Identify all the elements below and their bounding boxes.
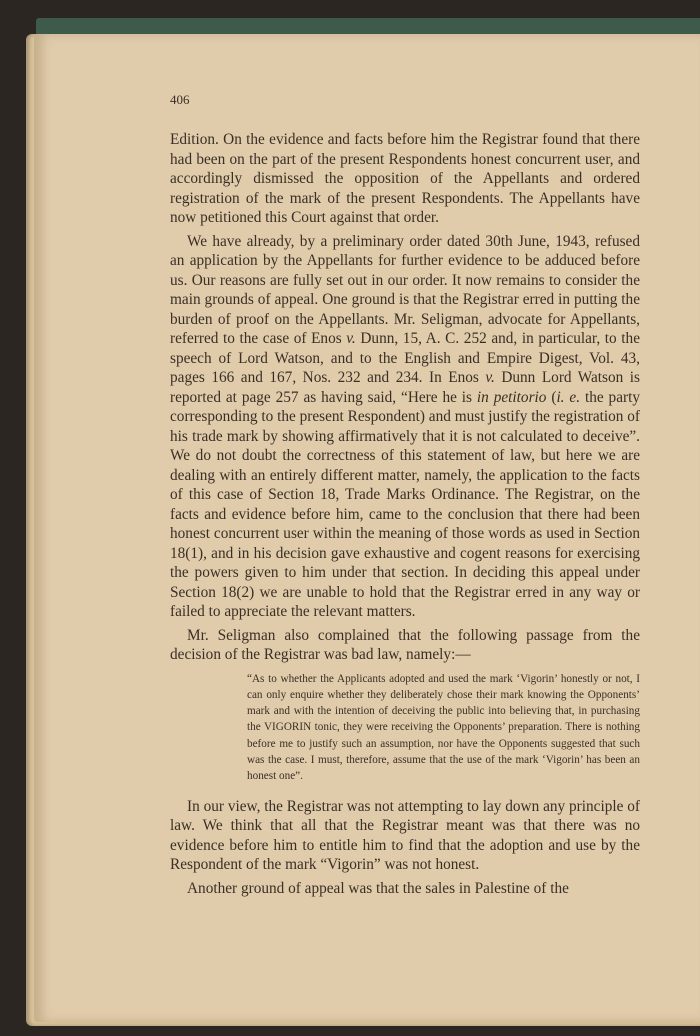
paragraph-1: Edition. On the evidence and facts before him the Registrar found that there had been on the part of the present Respondents honest concurrent user, and accordingly dismissed the opposition of the Appellants and ordered registration of the mark of the present Respondents. The Appellants have now petitioned this Court against that order. — [170, 131, 640, 226]
page-number: 406 — [170, 92, 190, 107]
paragraph-4: In our view, the Registrar was not attempting to lay down any principle of law. We think that all that the Registrar meant was that there was no evidence before him to entitle him to find that the adoption and use by the Respondent of the mark “Vigorin” was not honest. — [170, 797, 640, 874]
paragraph-2: We have already, by a preliminary order dated 30th June, 1943, refused an application by the Appellants for further evidence to be adduced before us. Our reasons are fully set out in our order. It now remains to consider the main grounds of appeal. One ground is that the Registrar erred in putting the burden of proof on the Appellants. Mr. Seligman, advocate for Appellants, referred to the case of Enos v. Dunn, 15, A. C. 252 and, in particular, to the speech of Lord Watson, and to the English and Empire Digest, Vol. 43, pages 166 and 167, Nos. 232 and 234. In Enos v. Dunn Lord Watson is reported at page 257 as having said, “Here he is in petitorio (i. e. the party corresponding to the present Respondent) and must justify the registration of his trade mark by showing affirmatively that it is not calculated to deceive”. We do not doubt the correctness of this statement of law, but here we are dealing with an entirely different matter, namely, the application to the facts of this case of Section 18, Trade Marks Ordinance. The Registrar, on the facts and evidence before him, came to the conclusion that there had been honest concurrent user within the meaning of those words as used in Section 18(1), and in his decision gave exhaustive and cogent reasons for exercising the powers given to him under that section. In deciding this appeal under Section 18(2) we are unable to hold that the Registrar erred in any way or failed to appreciate the relevant matters. — [170, 232, 641, 620]
paragraph-5: Another ground of appeal was that the sales in Palestine of the — [187, 879, 569, 897]
page-body — [170, 130, 640, 902]
block-quote: “As to whether the Applicants adopted and used the mark ‘Vigorin’ honestly or not, I can only enquire whether they deliberately chose their mark knowing the Opponents’ mark and with the intention of deceiving the public into believing that, in purchasing the VIGORIN tonic, they were receiving the Opponents’ preparation. There is nothing before me to justify such an assumption, nor have the Opponents suggested that such was the case. I must, therefore, assume that the use of the mark ‘Vigorin’ has been an honest one”. — [247, 672, 640, 783]
paragraph-3: Mr. Seligman also complained that the following passage from the decision of the Registrar was bad law, namely:— — [170, 626, 640, 663]
